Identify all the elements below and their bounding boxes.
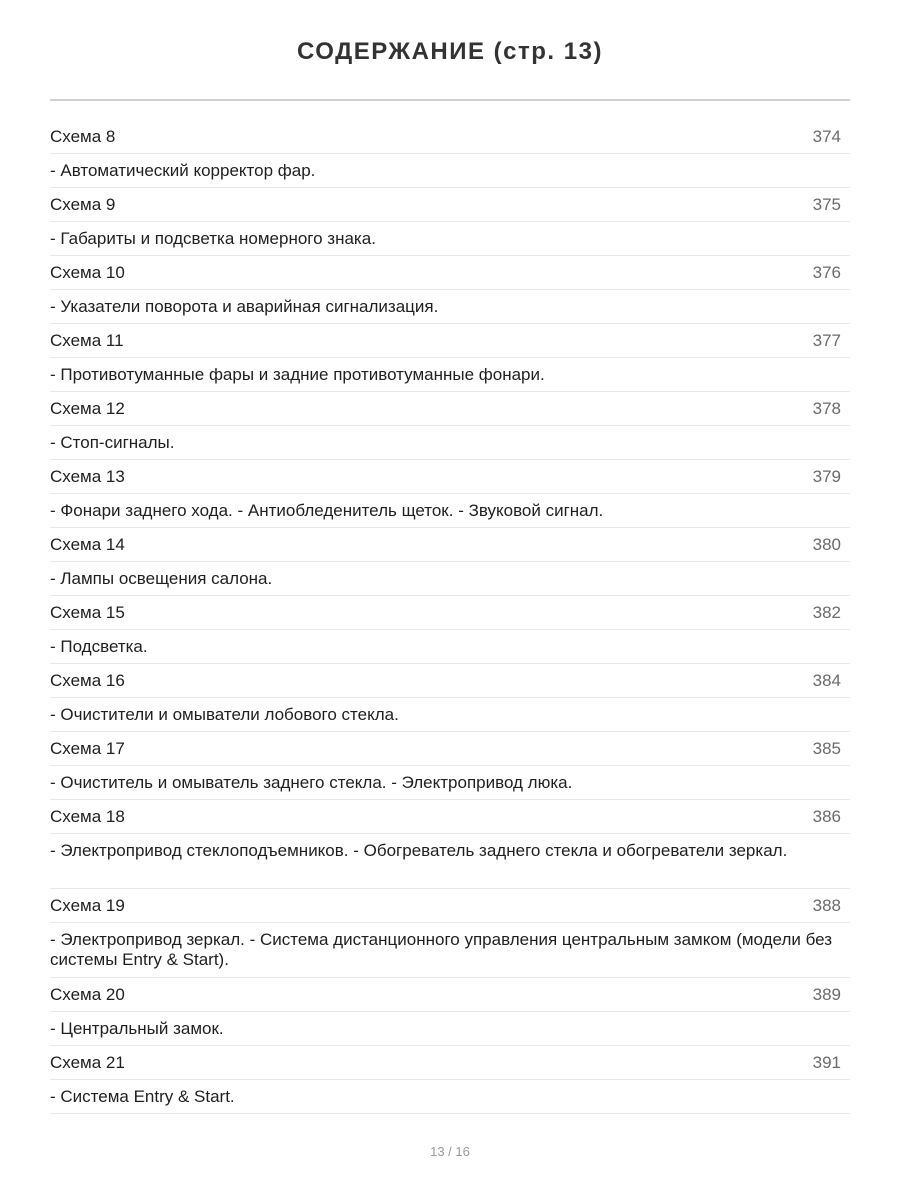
toc-entry-description xyxy=(50,154,850,188)
scheme-title: Схема 14 xyxy=(50,535,125,554)
toc-entry-description xyxy=(50,222,850,256)
scheme-description: - Лампы освещения салона. xyxy=(50,569,273,588)
page-number: 377 xyxy=(812,331,841,350)
scheme-title: Схема 19 xyxy=(50,896,125,915)
page-number: 385 xyxy=(812,739,841,758)
scheme-description: - Электропривод стеклоподъемников. - Обогреватель заднего стекла и обогреватели зеркал. xyxy=(50,841,788,860)
toc-entry-scheme-16[interactable] xyxy=(50,664,850,698)
scheme-description: - Фонари заднего хода. - Антиобледенитель щеток. - Звуковой сигнал. xyxy=(50,501,604,520)
toc-entry-description xyxy=(50,562,850,596)
toc-entry-description xyxy=(50,923,850,978)
scheme-title: Схема 16 xyxy=(50,671,125,690)
title-divider xyxy=(50,99,850,101)
page-number: 374 xyxy=(812,127,841,146)
scheme-title: Схема 15 xyxy=(50,603,125,622)
scheme-title: Схема 18 xyxy=(50,807,125,826)
scheme-description: - Электропривод зеркал. - Система дистанционного управления центральным замком (модели без системы Entry & Start). xyxy=(50,930,832,969)
scheme-description: - Очиститель и омыватель заднего стекла. - Электропривод люка. xyxy=(50,773,573,792)
toc-entry-description xyxy=(50,358,850,392)
page-title: СОДЕРЖАНИЕ (стр. 13) xyxy=(297,38,603,65)
page-number: 375 xyxy=(812,195,841,214)
scheme-title: Схема 8 xyxy=(50,127,116,146)
scheme-description: - Центральный замок. xyxy=(50,1019,224,1038)
scheme-title: Схема 21 xyxy=(50,1053,125,1072)
scheme-description: - Автоматический корректор фар. xyxy=(50,161,316,180)
toc-entry-description xyxy=(50,1080,850,1114)
scheme-title: Схема 11 xyxy=(50,331,124,350)
toc-entry-description xyxy=(50,1012,850,1046)
toc-entry-description xyxy=(50,766,850,800)
page-number: 379 xyxy=(812,467,841,486)
scheme-description: - Подсветка. xyxy=(50,637,148,656)
page-number: 376 xyxy=(812,263,841,282)
toc-entry-description xyxy=(50,630,850,664)
scheme-description: - Стоп-сигналы. xyxy=(50,433,175,452)
page-number: 380 xyxy=(812,535,841,554)
toc-entry-scheme-17[interactable] xyxy=(50,732,850,766)
page-number: 386 xyxy=(812,807,841,826)
toc-entry-description xyxy=(50,494,850,528)
toc-entry-scheme-11[interactable] xyxy=(50,324,850,358)
scheme-title: Схема 20 xyxy=(50,985,125,1004)
scheme-title: Схема 9 xyxy=(50,195,116,214)
toc-entry-scheme-9[interactable] xyxy=(50,188,850,222)
toc-entry-scheme-13[interactable] xyxy=(50,460,850,494)
scheme-title: Схема 17 xyxy=(50,739,125,758)
scheme-description: - Указатели поворота и аварийная сигнализация. xyxy=(50,297,439,316)
toc-entry-scheme-8[interactable] xyxy=(50,120,850,154)
toc-entry-scheme-15[interactable] xyxy=(50,596,850,630)
toc-entry-scheme-12[interactable] xyxy=(50,392,850,426)
toc-entry-description xyxy=(50,290,850,324)
toc-entry-scheme-19[interactable] xyxy=(50,889,850,923)
page-number: 384 xyxy=(812,671,841,690)
scheme-description: - Очистители и омыватели лобового стекла. xyxy=(50,705,399,724)
page-indicator: 13 / 16 xyxy=(430,1144,470,1159)
page-number: 378 xyxy=(812,399,841,418)
scheme-description: - Противотуманные фары и задние противотуманные фонари. xyxy=(50,365,545,384)
page-number: 382 xyxy=(812,603,841,622)
toc-entry-scheme-21[interactable] xyxy=(50,1046,850,1080)
scheme-title: Схема 10 xyxy=(50,263,125,282)
toc-entry-description xyxy=(50,426,850,460)
scheme-description: - Габариты и подсветка номерного знака. xyxy=(50,229,376,248)
toc-entry-scheme-20[interactable] xyxy=(50,978,850,1012)
toc-entry-scheme-14[interactable] xyxy=(50,528,850,562)
scheme-title: Схема 12 xyxy=(50,399,125,418)
toc-entry-description xyxy=(50,834,850,889)
page-number: 388 xyxy=(812,896,841,915)
page-number: 391 xyxy=(812,1053,841,1072)
page-number: 389 xyxy=(812,985,841,1004)
scheme-title: Схема 13 xyxy=(50,467,125,486)
toc-entry-scheme-10[interactable] xyxy=(50,256,850,290)
toc-entry-scheme-18[interactable] xyxy=(50,800,850,834)
scheme-description: - Система Entry & Start. xyxy=(50,1087,235,1106)
table-of-contents xyxy=(50,120,850,1114)
toc-entry-description xyxy=(50,698,850,732)
